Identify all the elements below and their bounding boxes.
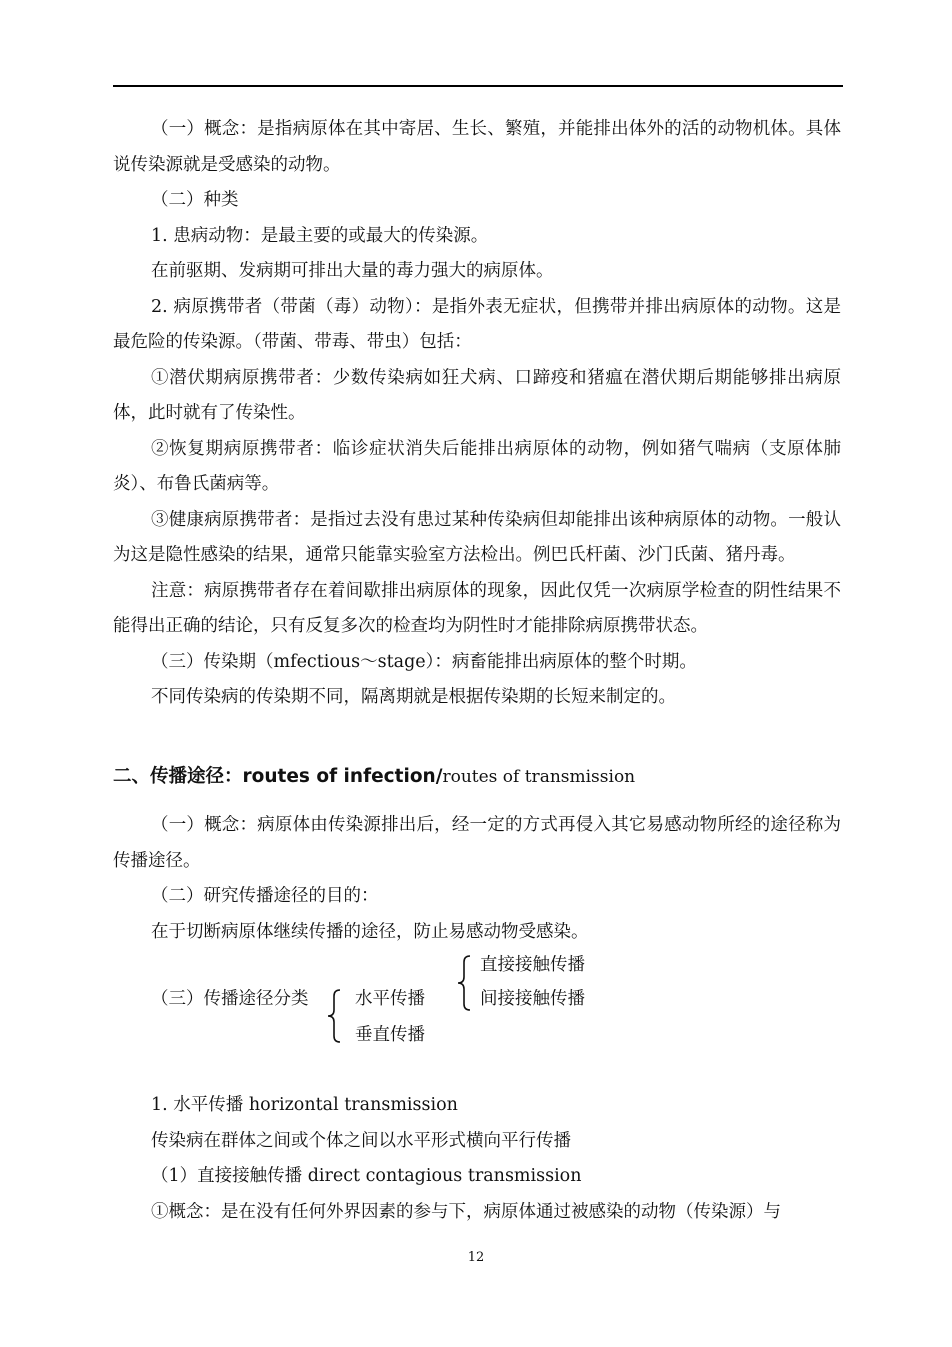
heading-sep: / — [435, 766, 443, 787]
left-brace-icon — [326, 986, 344, 1046]
right-brace-icon — [456, 952, 474, 1014]
paragraph: （二）种类 — [151, 190, 239, 210]
paragraph: （1）直接接触传播 direct contagious transmission — [151, 1166, 582, 1186]
section-horizontal-transmission — [113, 1088, 841, 1230]
paragraph: （一）概念：是指病原体在其中寄居、生长、繁殖，并能排出体外的活的动物机体。具体说传染源就是受感染的动物。 — [113, 119, 841, 175]
indirect-label: 间接接触传播 — [480, 989, 585, 1009]
heading-cn: 二、传播途径： — [113, 766, 243, 787]
paragraph: 传染病在群体之间或个体之间以水平形式横向平行传播 — [151, 1130, 571, 1151]
paragraph: （二）研究传播途径的目的： — [151, 886, 379, 906]
paragraph: 1. 水平传播 horizontal transmission — [151, 1095, 458, 1115]
paragraph: 2. 病原携带者（带菌（毒）动物）：是指外表无症状，但携带并排出病原体的动物。这是最危险的传染源。（带菌、带毒、带虫）包括： — [113, 296, 841, 352]
paragraph: 1. 患病动物：是最主要的或最大的传染源。 — [151, 225, 489, 246]
header-rule — [113, 85, 843, 87]
paragraph: ①潜伏期病原携带者：少数传染病如狂犬病、口蹄疫和猪瘟在潜伏期后期能够排出病原体，此时就有了传染性。 — [113, 367, 841, 423]
classification-label: （三）传播途径分类 — [151, 989, 309, 1009]
section-infection-source — [113, 112, 841, 716]
vertical-label: 垂直传播 — [355, 1025, 425, 1045]
paragraph: 在于切断病原体继续传播的途径，防止易感动物受感染。 — [151, 921, 589, 942]
horizontal-label: 水平传播 — [355, 989, 425, 1009]
heading-en-plain: routes of transmission — [442, 767, 636, 787]
paragraph: ②恢复期病原携带者：临诊症状消失后能排出病原体的动物，例如猪气喘病（支原体肺炎）、布鲁氏菌病等。 — [113, 438, 841, 494]
paragraph: 注意：病原携带者存在着间歇排出病原体的现象，因此仅凭一次病原学检查的阴性结果不能得出正确的结论，只有反复多次的检查均为阴性时才能排除病原携带状态。 — [113, 580, 841, 636]
section-transmission-route — [113, 808, 841, 950]
paragraph: ③健康病原携带者：是指过去没有患过某种传染病但却能排出该种病原体的动物。一般认为这是隐性感染的结果，通常只能靠实验室方法检出。例巴氏杆菌、沙门氏菌、猪丹毒。 — [113, 509, 841, 565]
paragraph: ①概念：是在没有任何外界因素的参与下，病原体通过被感染的动物（传染源）与 — [151, 1201, 781, 1222]
paragraph: （一）概念：病原体由传染源排出后，经一定的方式再侵入其它易感动物所经的途径称为传播途径。 — [113, 815, 841, 871]
page-number: 12 — [467, 1250, 485, 1265]
paragraph: 在前驱期、发病期可排出大量的毒力强大的病原体。 — [151, 261, 554, 281]
heading-en-bold: routes of infection — [242, 766, 436, 787]
paragraph: （三）传染期（mfectious～stage）：病畜能排出病原体的整个时期。 — [151, 651, 697, 672]
paragraph: 不同传染病的传染期不同，隔离期就是根据传染期的长短来制定的。 — [151, 687, 676, 707]
direct-label: 直接接触传播 — [480, 955, 585, 975]
section-heading — [113, 762, 635, 788]
